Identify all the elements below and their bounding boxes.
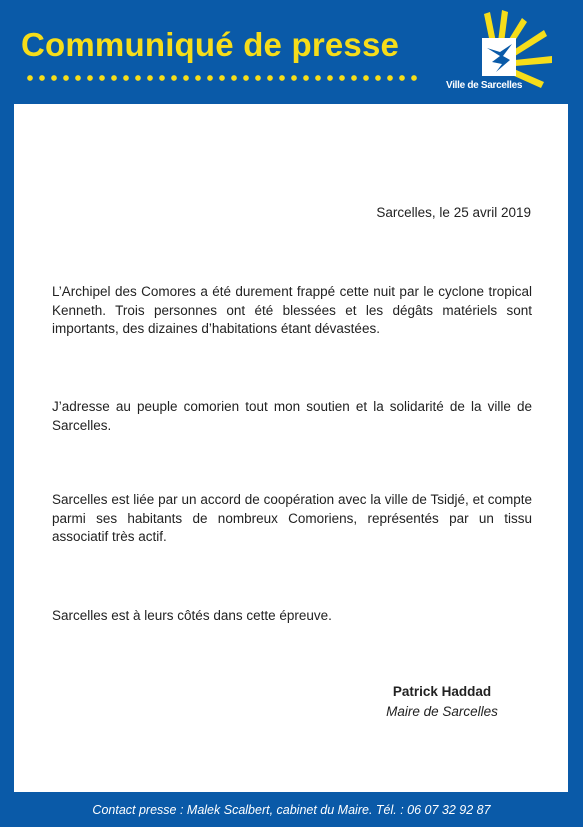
page-title: Communiqué de presse	[21, 26, 400, 63]
paragraph: Sarcelles est à leurs côtés dans cette épreuve.	[52, 608, 332, 623]
header-banner	[0, 0, 583, 104]
dotted-divider	[24, 73, 420, 83]
logo-caption: Ville de Sarcelles	[446, 80, 523, 91]
paragraph: L’Archipel des Comores a été durement frappé cette nuit par le cyclone tropical Kenneth. Trois personnes ont été blessées et les dégâts matériels sont importants, des dizaines d’habitations étant dévastées.	[52, 284, 532, 336]
signature-name: Patrick Haddad	[392, 684, 492, 699]
signature-role: Maire de Sarcelles	[386, 704, 498, 719]
press-release-body	[14, 104, 568, 792]
paragraph: Sarcelles est liée par un accord de coopération avec la ville de Tsidjé, et compte parmi ses habitants de nombreux Comoriens, représentés par un tissu associatif très actif.	[52, 492, 532, 544]
date-line: Sarcelles, le 25 avril 2019	[376, 205, 531, 220]
contact-text: Contact presse : Malek Scalbert, cabinet du Maire. Tél. : 06 07 32 92 87	[92, 802, 491, 817]
paragraph: J’adresse au peuple comorien tout mon soutien et la solidarité de la ville de Sarcelles.	[52, 399, 532, 433]
footer-contact	[0, 792, 583, 827]
